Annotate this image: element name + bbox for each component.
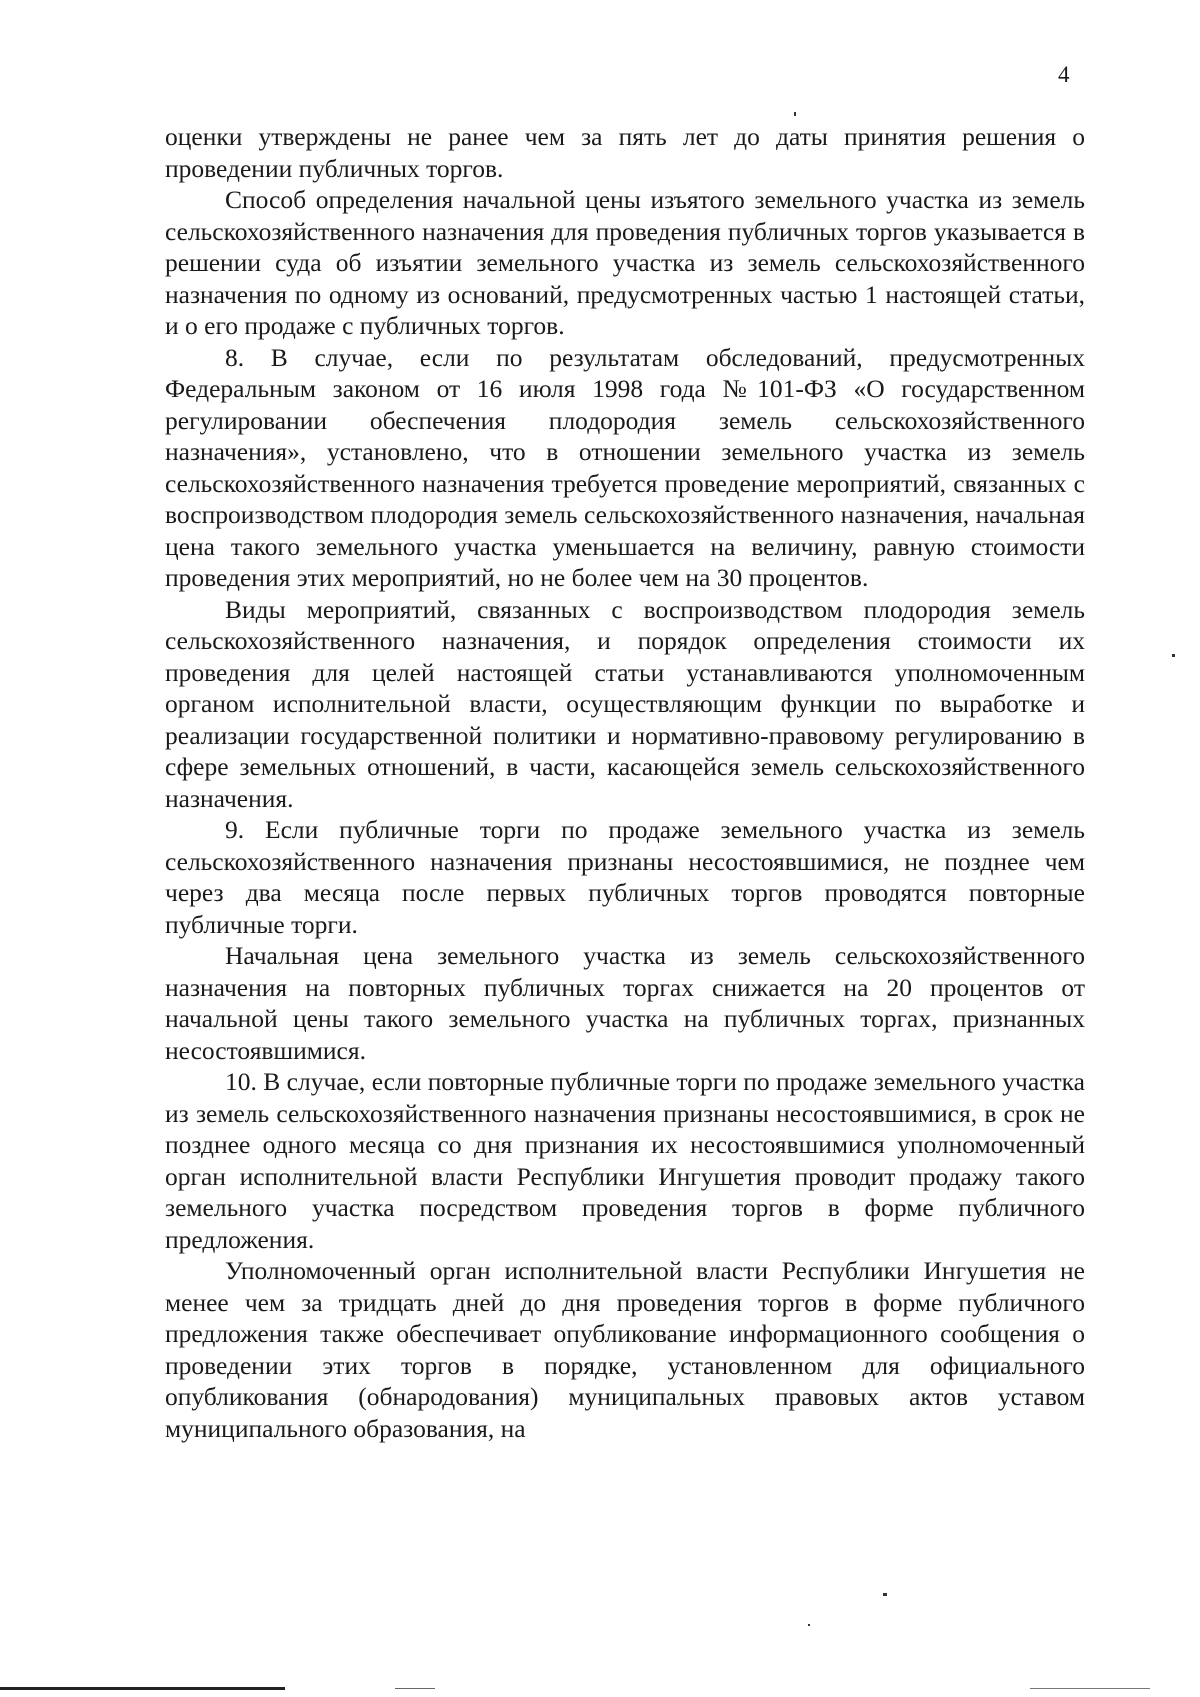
paragraph-8-fertility-reduction: 8. В случае, если по результатам обследований, предусмотренных Федеральным законом от 16 июля 1998 года №101-ФЗ «О государственном регулировании обеспечения плодородия земель сельскохозяйственного назначения», установлено, что в отношении земельного участка из земель сельскохозяйственного назначения требуется проведение мероприятий, связанных с воспроизводством плодородия земель сельскохозяйственного назначения, начальная цена такого земельного участка уменьшается на величину, равную стоимости проведения этих мероприятий, но не более чем на 30 процентов. <box>165 342 1085 592</box>
scan-edge-line <box>395 1688 435 1689</box>
scan-edge-line <box>0 1687 285 1690</box>
paragraph-price-method: Способ определения начальной цены изъятого земельного участка из земель сельскохозяйственного назначения для проведения публичных торгов указывается в решении суда об изъятии земельного участка из земель сельскохозяйственного назначения по одному из оснований, предусмотренных частью 1 настоящей статьи, и о его продаже с публичных торгов. <box>165 185 1085 340</box>
paragraph-publication-notice: Уполномоченный орган исполнительной власти Республики Ингушетия не менее чем за тридцать дней до дня проведения торгов в форме публичного предложения также обеспечивает опубликование информационного сообщения о проведении этих торгов в порядке, установленном для официального опубликования (обнародования) муниципальных правовых актов уставом муниципального образования, на <box>165 1256 1085 1443</box>
page-number: 4 <box>1058 62 1070 87</box>
paragraph-repeat-price: Начальная цена земельного участка из земель сельскохозяйственного назначения на повторных публичных торгах снижается на 20 процентов от начальной цены такого земельного участка на публичных торгах, признанных несостоявшимися. <box>165 941 1085 1065</box>
scan-edge-line <box>1030 1688 1150 1689</box>
paragraph-9-repeat-auction: 9. Если публичные торги по продаже земельного участка из земель сельскохозяйственного назначения признаны несостоявшимися, не позднее чем через два месяца после первых публичных торгов проводятся повторные публичные торги. <box>165 815 1085 939</box>
scan-speck <box>794 112 796 116</box>
scan-speck <box>883 1593 887 1596</box>
document-body <box>165 121 1085 1444</box>
paragraph-measures-types: Виды мероприятий, связанных с воспроизводством плодородия земель сельскохозяйственного назначения, и порядок определения стоимости их проведения для целей настоящей статьи устанавливаются уполномоченным органом исполнительной власти, осуществляющим функции по выработке и реализации государственной политики и нормативно-правовому регулированию в сфере земельных отношений, в части, касающейся земель сельскохозяйственного назначения. <box>165 594 1085 813</box>
paragraph-valuation-date: оценки утверждены не ранее чем за пять лет до даты принятия решения о проведении публичных торгов. <box>165 122 1085 183</box>
paragraph-10-public-offer: 10. В случае, если повторные публичные торги по продаже земельного участка из земель сельскохозяйственного назначения признаны несостоявшимися, в срок не позднее одного месяца со дня признания их несостоявшимися уполномоченный орган исполнительной власти Республики Ингушетия проводит продажу такого земельного участка посредством проведения торгов в форме публичного предложения. <box>165 1067 1085 1254</box>
scan-speck <box>808 1624 810 1626</box>
scan-speck <box>1172 654 1175 657</box>
